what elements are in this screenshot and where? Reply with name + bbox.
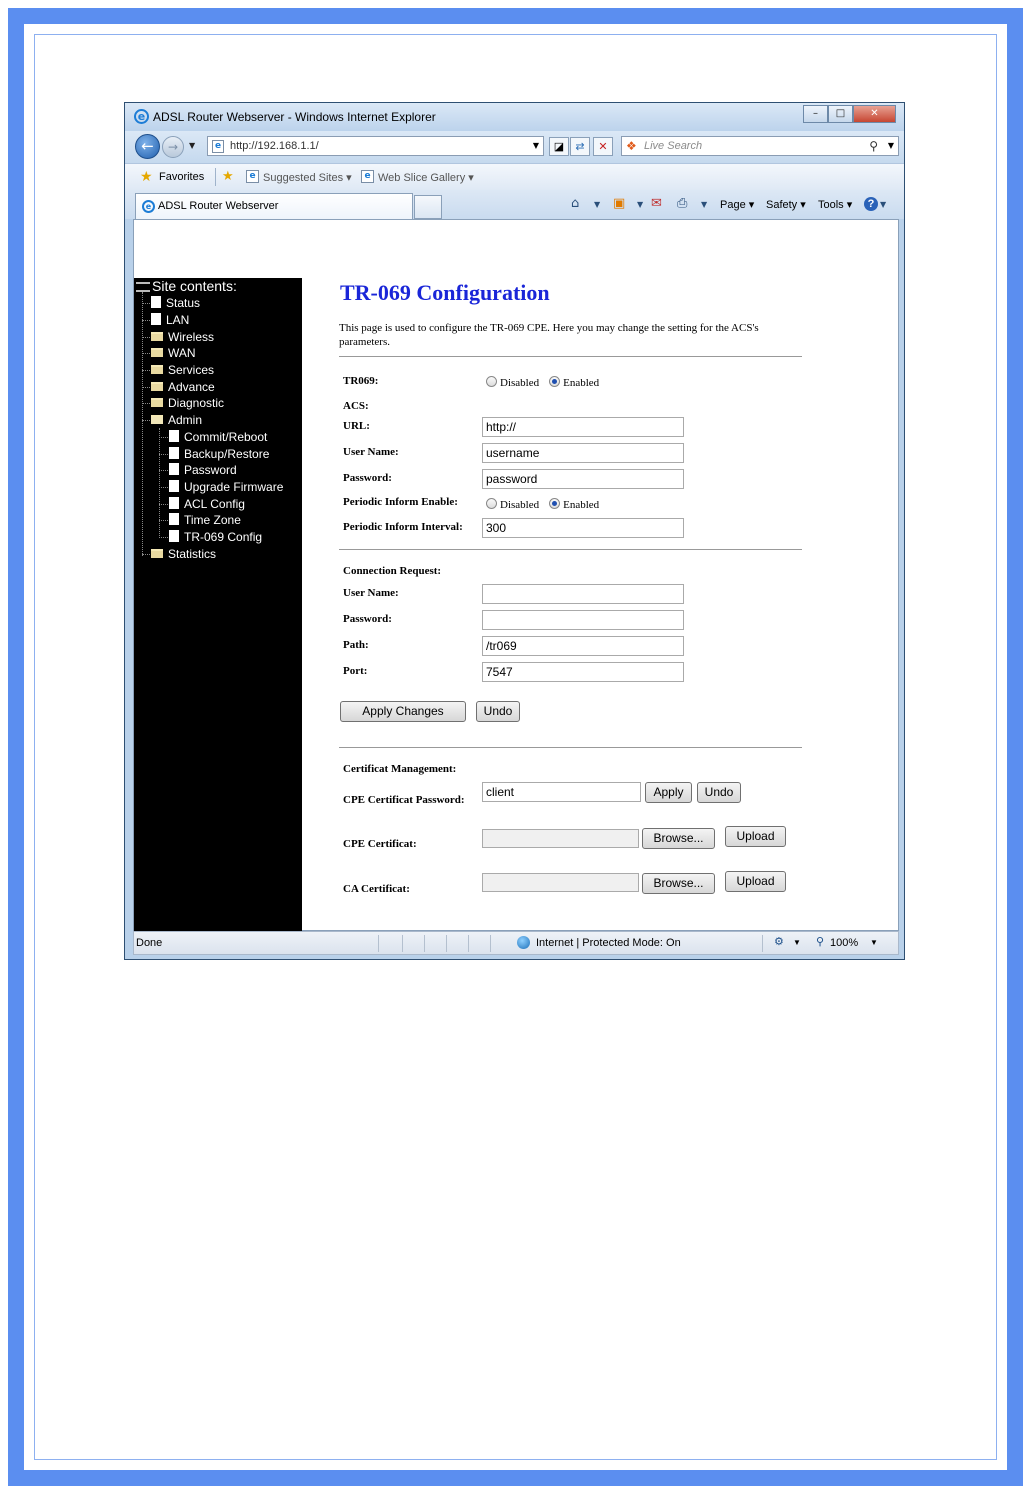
ie-tab-icon: e xyxy=(142,200,155,213)
folder-icon xyxy=(151,382,163,391)
window-title: ADSL Router Webserver - Windows Internet Explorer xyxy=(153,110,436,124)
feeds-icon[interactable]: ▣ xyxy=(613,196,626,211)
browser-window xyxy=(124,102,905,960)
home-icon[interactable]: ⌂ xyxy=(571,196,580,211)
sidebar-item-commit-reboot[interactable]: Commit/Reboot xyxy=(159,429,267,445)
zoom-dropdown-icon[interactable]: ▼ xyxy=(870,938,878,947)
periodic-inform-radio-group xyxy=(486,498,599,511)
cert-undo-button[interactable]: Undo xyxy=(697,782,741,803)
cr-username-label: User Name: xyxy=(343,587,399,599)
minimize-button[interactable]: – xyxy=(803,105,828,123)
cr-path-label: Path: xyxy=(343,639,369,651)
security-zone-text[interactable]: Internet | Protected Mode: On xyxy=(536,937,681,949)
undo-button[interactable]: Undo xyxy=(476,701,520,722)
help-icon[interactable]: ? xyxy=(864,197,878,211)
internet-zone-icon xyxy=(517,936,530,949)
title-bar xyxy=(125,103,904,131)
zoom-icon[interactable]: ⚲ xyxy=(816,936,825,948)
tab-label: ADSL Router Webserver xyxy=(158,200,279,212)
page-icon xyxy=(169,463,179,475)
periodic-inform-interval-label: Periodic Inform Interval: xyxy=(343,521,463,533)
page-icon xyxy=(151,296,161,308)
cr-port-field[interactable]: 7547 xyxy=(482,662,684,682)
forward-button[interactable]: → xyxy=(162,136,184,158)
compatibility-view-icon[interactable]: ◪ xyxy=(549,137,569,156)
cert-apply-button[interactable]: Apply xyxy=(645,782,692,803)
page-icon xyxy=(169,447,179,459)
cpe-certificat-browse-button[interactable]: Browse... xyxy=(642,828,715,849)
page-icon xyxy=(169,530,179,542)
stop-icon[interactable]: ✕ xyxy=(593,137,613,156)
sidebar-item-status[interactable]: Status xyxy=(142,295,200,311)
back-button[interactable]: ← xyxy=(135,134,160,159)
navigation-bar xyxy=(125,131,904,163)
acs-label: ACS: xyxy=(343,400,369,412)
sidebar-item-wan[interactable]: WAN xyxy=(142,345,196,361)
apply-changes-button[interactable]: Apply Changes xyxy=(340,701,466,722)
protected-mode-icon[interactable]: ⚙ xyxy=(774,936,784,948)
cr-port-label: Port: xyxy=(343,665,368,677)
cpe-certificat-upload-button[interactable]: Upload xyxy=(725,826,786,847)
address-bar[interactable] xyxy=(207,136,544,156)
page-icon xyxy=(169,513,179,525)
ca-certificat-file-field[interactable] xyxy=(482,873,639,892)
print-icon[interactable]: ⎙ xyxy=(677,196,688,211)
sidebar-item-upgrade-firmware[interactable]: Upgrade Firmware xyxy=(159,479,283,495)
folder-icon xyxy=(151,398,163,407)
divider xyxy=(762,935,763,952)
divider xyxy=(339,549,802,550)
web-slice-gallery-link[interactable]: Web Slice Gallery ▾ xyxy=(378,172,474,184)
radio-label: Enabled xyxy=(563,499,600,511)
tr069-enabled-radio[interactable] xyxy=(549,376,560,387)
radio-label: Enabled xyxy=(563,377,600,389)
close-button[interactable]: ✕ xyxy=(853,105,896,123)
sidebar-item-acl-config[interactable]: ACL Config xyxy=(159,496,245,512)
mail-icon[interactable]: ✉ xyxy=(651,196,662,211)
help-dropdown-icon[interactable]: ▼ xyxy=(880,200,887,209)
zoom-level[interactable]: 100% xyxy=(830,937,859,949)
sidebar-item-services[interactable]: Services xyxy=(142,362,214,378)
acs-url-field[interactable]: http:// xyxy=(482,417,684,437)
cpe-certificat-file-field[interactable] xyxy=(482,829,639,848)
cpe-certificat-label: CPE Certificat: xyxy=(343,838,417,850)
sidebar-item-advance[interactable]: Advance xyxy=(142,379,215,395)
folder-icon xyxy=(151,332,163,341)
safety-menu[interactable]: Safety ▾ xyxy=(766,199,806,211)
acs-password-field[interactable]: password xyxy=(482,469,684,489)
search-input[interactable]: Live Search xyxy=(644,140,703,152)
home-dropdown-icon[interactable]: ▼ xyxy=(594,200,601,209)
favorites-bar xyxy=(125,163,904,190)
ie-page-icon: e xyxy=(246,170,259,183)
url-label: URL: xyxy=(343,420,370,432)
sidebar-item-tr069-config[interactable]: TR-069 Config xyxy=(159,529,262,545)
periodic-inform-enable-label: Periodic Inform Enable: xyxy=(343,496,458,508)
radio-label: Disabled xyxy=(500,377,540,389)
print-dropdown-icon[interactable]: ▼ xyxy=(701,200,708,209)
feeds-dropdown-icon[interactable]: ▼ xyxy=(637,200,644,209)
sidebar-item-wireless[interactable]: Wireless xyxy=(142,329,214,345)
cr-password-field[interactable] xyxy=(482,610,684,630)
cr-password-label: Password: xyxy=(343,613,392,625)
connection-request-label: Connection Request: xyxy=(343,565,442,577)
recent-pages-dropdown-icon[interactable]: ▼ xyxy=(189,141,196,150)
cpe-certificat-password-label: CPE Certificat Password: xyxy=(343,794,465,806)
acs-username-field[interactable]: username xyxy=(482,443,684,463)
favorites-button[interactable]: Favorites xyxy=(159,171,205,183)
page-icon xyxy=(169,430,179,442)
periodic-enabled-radio[interactable] xyxy=(549,498,560,509)
tr069-disabled-radio[interactable] xyxy=(486,376,497,387)
divider xyxy=(424,935,425,952)
folder-icon xyxy=(151,549,163,558)
folder-icon xyxy=(151,365,163,374)
sidebar-item-lan[interactable]: LAN xyxy=(142,312,189,328)
divider xyxy=(339,356,802,357)
periodic-inform-interval-field[interactable]: 300 xyxy=(482,518,684,538)
ca-certificat-upload-button[interactable]: Upload xyxy=(725,871,786,892)
intro-text: This page is used to configure the TR-069 CPE. Here you may change the setting for the ACS's parameters. xyxy=(339,322,759,348)
tools-menu[interactable]: Tools ▾ xyxy=(818,199,853,211)
divider xyxy=(446,935,447,952)
sidebar-item-time-zone[interactable]: Time Zone xyxy=(159,512,241,528)
cr-path-field[interactable]: /tr069 xyxy=(482,636,684,656)
ca-certificat-browse-button[interactable]: Browse... xyxy=(642,873,715,894)
site-contents-sidebar xyxy=(134,278,302,931)
divider xyxy=(339,747,802,748)
search-icon[interactable]: ⚲ xyxy=(869,139,878,153)
refresh-icon[interactable]: ⇄ xyxy=(570,137,590,156)
sidebar-item-backup-restore[interactable]: Backup/Restore xyxy=(159,446,269,462)
divider xyxy=(402,935,403,952)
page-menu[interactable]: Page ▾ xyxy=(720,199,755,211)
search-dropdown-icon[interactable]: ▼ xyxy=(887,141,894,150)
open-folder-icon xyxy=(151,415,163,424)
sidebar-item-diagnostic[interactable]: Diagnostic xyxy=(142,395,224,411)
tree-root-icon xyxy=(136,282,150,292)
sidebar-item-password[interactable]: Password xyxy=(159,462,237,478)
ie-page-icon: e xyxy=(361,170,374,183)
tab-bar xyxy=(125,190,904,219)
periodic-disabled-radio[interactable] xyxy=(486,498,497,509)
site-contents-heading: Site contents: xyxy=(136,278,237,294)
cr-username-field[interactable] xyxy=(482,584,684,604)
address-dropdown-icon[interactable]: ▼ xyxy=(532,141,539,150)
status-bar xyxy=(133,931,899,955)
search-box[interactable] xyxy=(621,136,899,156)
page-icon xyxy=(169,497,179,509)
divider xyxy=(490,935,491,952)
username-label: User Name: xyxy=(343,446,399,458)
tr069-radio-group xyxy=(486,376,599,389)
favorites-star-icon: ★ xyxy=(140,169,153,185)
protected-mode-dropdown-icon[interactable]: ▼ xyxy=(793,938,801,947)
tr069-label: TR069: xyxy=(343,375,379,387)
live-search-logo-icon: ❖ xyxy=(626,139,637,153)
maximize-button[interactable]: □ xyxy=(828,105,853,123)
page-icon xyxy=(151,313,161,325)
divider xyxy=(378,935,379,952)
status-text: Done xyxy=(136,937,163,949)
cpe-certificat-password-field[interactable]: client xyxy=(482,782,641,802)
folder-icon xyxy=(151,348,163,357)
new-tab-button[interactable] xyxy=(414,195,442,219)
page-icon: e xyxy=(212,140,224,153)
sidebar-item-statistics[interactable]: Statistics xyxy=(142,546,216,562)
tab-adsl-router[interactable] xyxy=(135,193,413,219)
radio-label: Disabled xyxy=(500,499,540,511)
sidebar-item-admin[interactable]: Admin xyxy=(142,412,202,428)
ca-certificat-label: CA Certificat: xyxy=(343,883,410,895)
suggested-sites-link[interactable]: Suggested Sites ▾ xyxy=(263,172,352,184)
address-url[interactable]: http://192.168.1.1/ xyxy=(230,140,319,152)
add-favorite-icon[interactable]: ★ xyxy=(222,169,234,184)
page-content xyxy=(133,219,899,931)
password-label: Password: xyxy=(343,472,392,484)
divider xyxy=(215,168,216,186)
page-icon xyxy=(169,480,179,492)
divider xyxy=(468,935,469,952)
certificat-management-label: Certificat Management: xyxy=(343,763,457,775)
ie-logo-icon: e xyxy=(134,109,149,124)
page-title: TR-069 Configuration xyxy=(340,280,550,305)
